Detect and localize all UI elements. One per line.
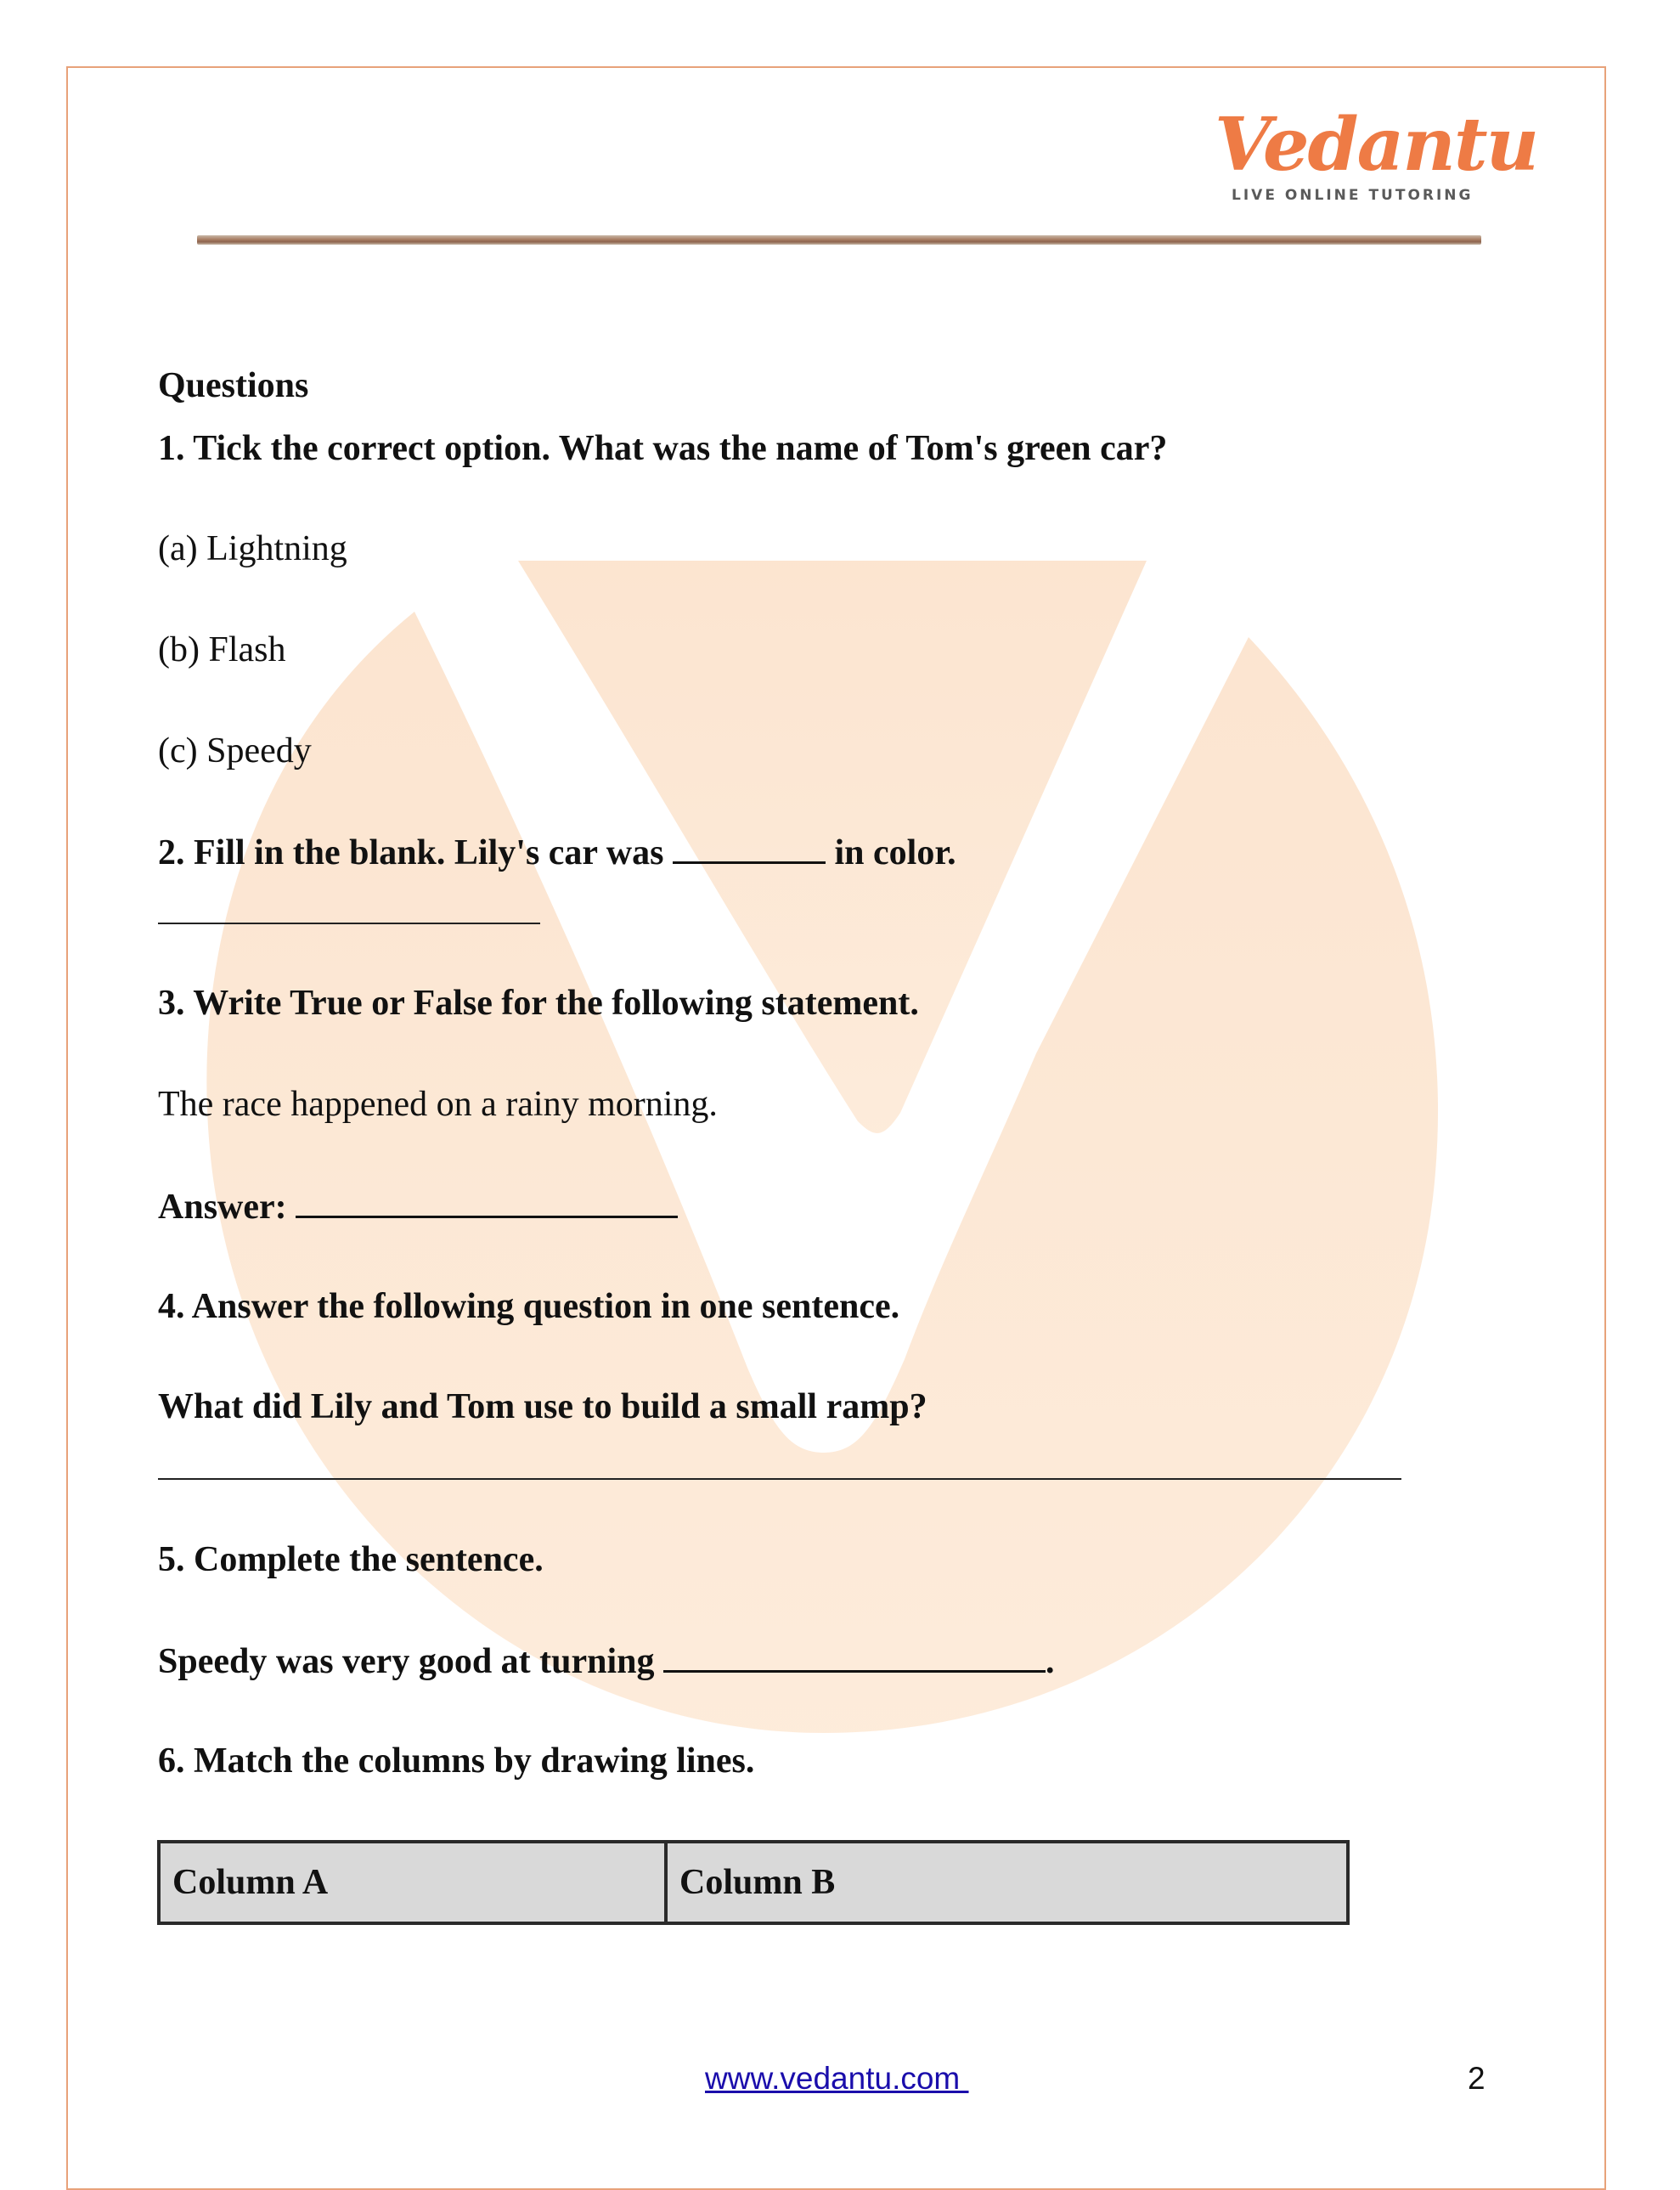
question-4-question: What did Lily and Tom use to build a small ramp?: [158, 1387, 927, 1426]
question-3-statement: The race happened on a rainy morning.: [158, 1085, 718, 1124]
logo-wordmark: Vedantu: [1215, 102, 1538, 188]
question-6-text: 6. Match the columns by drawing lines.: [158, 1741, 755, 1781]
footer-website-link[interactable]: www.vedantu.com: [705, 2061, 969, 2096]
question-4-text: 4. Answer the following question in one sentence.: [158, 1287, 900, 1326]
question-4-answer-line: [158, 1478, 1401, 1480]
question-2-answer-line: [158, 923, 540, 924]
question-2-blank: [673, 829, 826, 864]
page-number: 2: [1468, 2061, 1486, 2096]
question-5-sentence: [158, 1638, 1055, 1684]
question-2-text-before: 2. Fill in the blank. Lily's car was: [158, 833, 664, 872]
question-2-line: [158, 829, 956, 875]
question-5-blank: [663, 1638, 1046, 1673]
logo-tagline: LIVE ONLINE TUTORING: [1232, 187, 1474, 204]
question-2-text-after: in color.: [834, 833, 956, 872]
question-3-answer-line: [158, 1183, 678, 1229]
question-5-sentence-before: Speedy was very good at turning: [158, 1642, 655, 1681]
question-1-option-b: (b) Flash: [158, 630, 286, 669]
question-1-option-a: (a) Lightning: [158, 529, 347, 568]
questions-heading: Questions: [158, 366, 309, 405]
column-a-header: Column A: [159, 1842, 666, 1923]
question-3-text: 3. Write True or False for the following statement.: [158, 984, 919, 1023]
question-1-option-c: (c) Speedy: [158, 731, 312, 770]
question-5-sentence-after: .: [1046, 1642, 1055, 1681]
question-3-answer-label: Answer:: [158, 1188, 287, 1227]
table-header-row: [159, 1842, 1348, 1923]
match-columns-table: [157, 1840, 1350, 1925]
column-b-header: Column B: [666, 1842, 1348, 1923]
question-5-text: 5. Complete the sentence.: [158, 1540, 544, 1579]
question-3-answer-blank: [296, 1183, 678, 1218]
question-1-text: 1. Tick the correct option. What was the name of Tom's green car?: [158, 429, 1168, 468]
